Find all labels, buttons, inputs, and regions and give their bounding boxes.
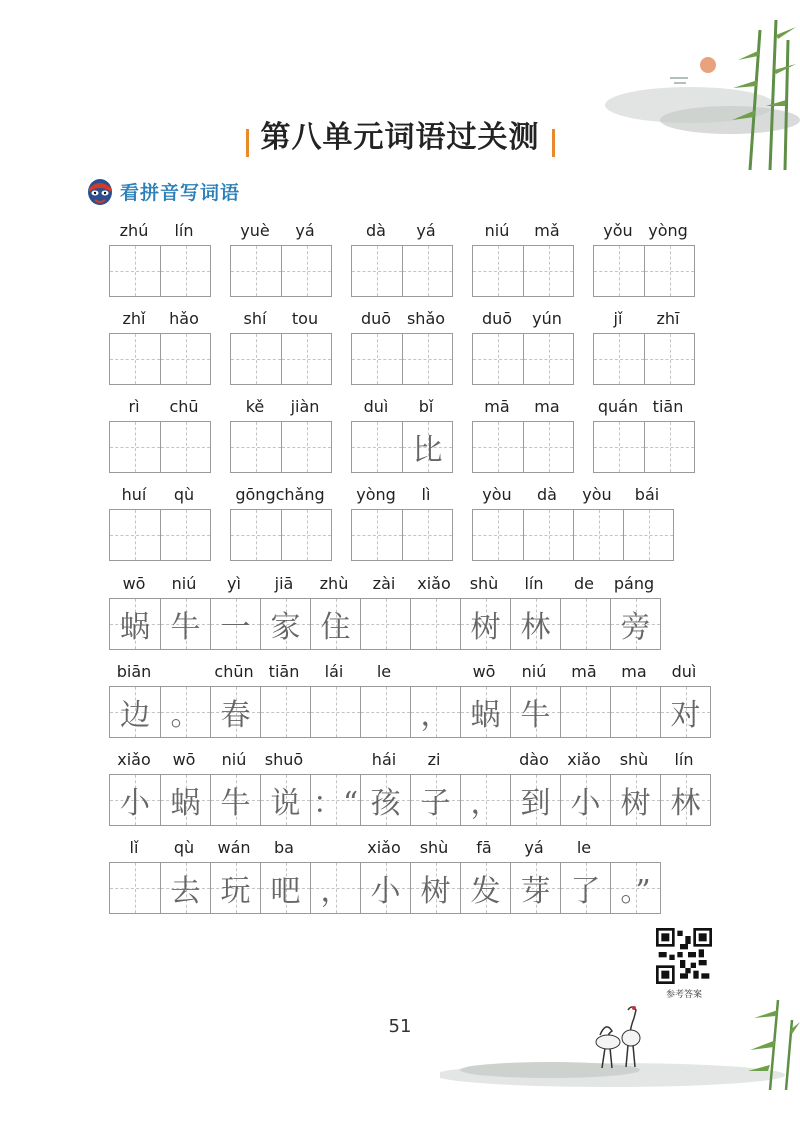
writing-cell[interactable] (160, 775, 210, 825)
pinyin-label: mǎ (534, 221, 560, 240)
writing-cell[interactable] (594, 422, 644, 472)
pinyin-label: ma (621, 662, 647, 681)
pinyin-label: zài (372, 574, 396, 593)
cell-char: 孩 (370, 786, 401, 821)
qr-label: 参考答案 (665, 990, 702, 1000)
writing-cell[interactable] (281, 510, 331, 560)
pinyin-label: niú (484, 221, 510, 240)
pinyin-label: zhǐ (122, 309, 146, 328)
pinyin-label: lì (421, 485, 431, 504)
word-box (472, 245, 574, 297)
cell-char: 去 (170, 874, 201, 909)
pinyin-label: wō (172, 750, 196, 769)
pinyin-label: dà (537, 485, 557, 504)
writing-cell[interactable] (110, 422, 160, 472)
writing-cell[interactable] (410, 687, 460, 737)
pinyin-label: shí (243, 309, 267, 328)
writing-cell[interactable] (210, 599, 260, 649)
writing-cell[interactable] (560, 599, 610, 649)
cell-char: 了 (570, 874, 601, 909)
pinyin-label: qù (173, 838, 195, 857)
writing-cell[interactable] (110, 863, 160, 913)
pinyin-label: niú (521, 662, 547, 681)
word-box (593, 421, 695, 473)
writing-cell[interactable] (210, 775, 260, 825)
writing-cell[interactable] (231, 510, 281, 560)
writing-cell[interactable] (160, 510, 210, 560)
pinyin-label: yòng (648, 221, 688, 240)
pinyin-label: jiā (274, 574, 294, 593)
pinyin-label: zhú (119, 221, 149, 240)
pinyin-label: yún (532, 309, 562, 328)
pinyin-label: xiǎo (367, 838, 401, 857)
writing-cell[interactable] (610, 687, 660, 737)
writing-cell[interactable] (310, 687, 360, 737)
cell-char: 玩 (220, 874, 251, 909)
pinyin-label: yá (295, 221, 315, 240)
writing-cell[interactable] (352, 510, 402, 560)
page-title-wrapper (0, 112, 800, 157)
pinyin-label: wō (472, 662, 496, 681)
pinyin-label: gōngchǎng (235, 485, 325, 504)
pinyin-label: dào (519, 750, 549, 769)
word-box (109, 333, 211, 385)
writing-cell[interactable] (510, 775, 560, 825)
cell-char: 。 (170, 698, 201, 733)
pinyin-label: de (574, 574, 594, 593)
pinyin-label: mā (484, 397, 510, 416)
pinyin-label: zhù (319, 574, 349, 593)
writing-cell[interactable] (281, 334, 331, 384)
pinyin-label: tiān (268, 662, 300, 681)
cell-char: ， (320, 874, 351, 909)
pinyin-label: yòu (582, 485, 612, 504)
opera-mask-icon (86, 176, 114, 206)
writing-cell[interactable] (281, 246, 331, 296)
word-box (351, 509, 453, 561)
writing-cell[interactable] (623, 510, 673, 560)
section-label: 看拼音写词语 (120, 181, 241, 204)
pinyin-label: jǐ (613, 309, 623, 328)
writing-cell[interactable] (310, 775, 360, 825)
writing-cell[interactable] (231, 422, 281, 472)
cell-char: 小 (370, 874, 401, 909)
pinyin-label: duō (481, 309, 513, 328)
cell-char: 比 (412, 433, 443, 468)
cell-char: 牛 (170, 610, 201, 645)
cell-char: 林 (670, 786, 701, 821)
writing-cell[interactable] (160, 863, 210, 913)
writing-cell[interactable] (573, 510, 623, 560)
writing-cell[interactable] (473, 334, 523, 384)
cell-char: 牛 (520, 698, 551, 733)
writing-cell[interactable] (460, 599, 510, 649)
word-box (351, 245, 453, 297)
cell-char: 林 (520, 610, 551, 645)
pinyin-label: wán (217, 838, 251, 857)
passage-line-grid (109, 774, 711, 826)
title-right-bar (552, 129, 555, 157)
writing-cell[interactable] (510, 687, 560, 737)
pinyin-label: biān (116, 662, 152, 681)
pinyin-label: kě (245, 397, 265, 416)
cell-char: 发 (470, 874, 501, 909)
pinyin-label: zhī (656, 309, 680, 328)
writing-cell[interactable] (473, 510, 523, 560)
writing-cell[interactable] (110, 510, 160, 560)
word-box (351, 421, 453, 473)
writing-cell[interactable] (352, 334, 402, 384)
writing-cell[interactable] (610, 775, 660, 825)
pinyin-label: xiǎo (117, 750, 151, 769)
writing-cell[interactable] (110, 599, 160, 649)
writing-cell[interactable] (231, 334, 281, 384)
writing-cell[interactable] (660, 775, 710, 825)
writing-cell[interactable] (523, 246, 573, 296)
writing-cell[interactable] (402, 334, 452, 384)
word-box (593, 245, 695, 297)
word-box (472, 509, 674, 561)
cell-char: 蜗 (120, 610, 150, 645)
writing-cell[interactable] (410, 599, 460, 649)
writing-cell[interactable] (460, 775, 510, 825)
writing-cell[interactable] (160, 687, 210, 737)
cell-char: 牛 (220, 786, 251, 821)
pinyin-label: duì (671, 662, 697, 681)
cell-char: 家 (270, 610, 301, 645)
word-box (472, 333, 574, 385)
pinyin-label: le (576, 838, 592, 857)
pinyin-label: xiǎo (567, 750, 601, 769)
writing-cell[interactable] (160, 599, 210, 649)
pinyin-label: yá (524, 838, 544, 857)
cell-char: ：“ (312, 786, 359, 821)
pinyin-label: lín (674, 750, 694, 769)
passage-line-grid (109, 686, 711, 738)
cell-char: 住 (320, 610, 351, 645)
pinyin-label: yòng (356, 485, 396, 504)
pinyin-label: bǐ (418, 397, 434, 416)
title-left-bar (246, 129, 249, 157)
writing-cell[interactable] (510, 863, 560, 913)
word-box (109, 421, 211, 473)
writing-cell[interactable] (523, 510, 573, 560)
writing-cell[interactable] (352, 246, 402, 296)
cell-char: ， (470, 786, 501, 821)
writing-cell[interactable] (523, 334, 573, 384)
writing-cell[interactable] (402, 422, 452, 472)
crane-landscape-decoration (440, 990, 800, 1090)
writing-cell[interactable] (610, 599, 660, 649)
word-box (109, 509, 211, 561)
pinyin-label: jiàn (290, 397, 320, 416)
writing-cell[interactable] (281, 422, 331, 472)
pinyin-label: hǎo (169, 309, 199, 328)
writing-cell[interactable] (110, 334, 160, 384)
cell-char: 蜗 (170, 786, 201, 821)
pinyin-label: shù (419, 838, 449, 857)
pinyin-label: mā (571, 662, 597, 681)
writing-cell[interactable] (460, 863, 510, 913)
pinyin-label: shuō (264, 750, 304, 769)
word-box (230, 421, 332, 473)
pinyin-label: lǐ (129, 838, 139, 857)
word-box (230, 509, 332, 561)
cell-char: 芽 (520, 874, 551, 909)
cell-char: ， (420, 698, 451, 733)
cell-char: 树 (620, 786, 651, 821)
pinyin-label: bái (634, 485, 660, 504)
writing-cell[interactable] (594, 334, 644, 384)
writing-cell[interactable] (360, 863, 410, 913)
pinyin-label: zi (427, 750, 441, 769)
writing-cell[interactable] (473, 246, 523, 296)
cell-char: 蜗 (470, 698, 501, 733)
word-box (472, 421, 574, 473)
pinyin-label: shǎo (406, 309, 446, 328)
cell-char: 一 (220, 610, 251, 645)
writing-cell[interactable] (210, 687, 260, 737)
passage-line-grid (109, 862, 661, 914)
writing-cell[interactable] (594, 246, 644, 296)
pinyin-label: niú (221, 750, 247, 769)
cell-char: 树 (470, 610, 501, 645)
pinyin-label: hái (371, 750, 397, 769)
pinyin-label: yá (416, 221, 436, 240)
pinyin-label: yì (227, 574, 241, 593)
writing-cell[interactable] (360, 599, 410, 649)
pinyin-label: qù (173, 485, 195, 504)
writing-cell[interactable] (560, 863, 610, 913)
page-title: 第八单元词语过关测 (260, 120, 540, 155)
cell-char: 说 (270, 786, 301, 821)
pinyin-label: niú (171, 574, 197, 593)
writing-cell[interactable] (260, 775, 310, 825)
writing-cell[interactable] (260, 599, 310, 649)
writing-cell[interactable] (660, 687, 710, 737)
writing-cell[interactable] (110, 775, 160, 825)
pinyin-label: xiǎo (417, 574, 451, 593)
passage-line-grid (109, 598, 661, 650)
cell-char: 树 (420, 874, 451, 909)
writing-cell[interactable] (410, 863, 460, 913)
writing-cell[interactable] (473, 422, 523, 472)
cell-char: 边 (120, 698, 150, 733)
cell-char: 到 (520, 786, 551, 821)
word-box (351, 333, 453, 385)
writing-cell[interactable] (310, 863, 360, 913)
word-box (109, 245, 211, 297)
pinyin-label: quán (597, 397, 639, 416)
pinyin-label: tiān (652, 397, 684, 416)
word-box (593, 333, 695, 385)
writing-cell[interactable] (110, 687, 160, 737)
pinyin-label: le (376, 662, 392, 681)
pinyin-label: ba (274, 838, 294, 857)
pinyin-label: duì (363, 397, 389, 416)
cell-char: 子 (420, 786, 451, 821)
writing-cell[interactable] (360, 687, 410, 737)
pinyin-label: chū (169, 397, 199, 416)
writing-cell[interactable] (560, 687, 610, 737)
writing-cell[interactable] (260, 863, 310, 913)
pinyin-label: yuè (240, 221, 270, 240)
pinyin-label: shù (469, 574, 499, 593)
writing-cell[interactable] (610, 863, 660, 913)
writing-cell[interactable] (644, 246, 694, 296)
writing-cell[interactable] (523, 422, 573, 472)
pinyin-label: rì (128, 397, 140, 416)
writing-cell[interactable] (110, 246, 160, 296)
writing-cell[interactable] (402, 510, 452, 560)
pinyin-label: chūn (214, 662, 254, 681)
writing-cell[interactable] (160, 246, 210, 296)
cell-char: 。” (620, 874, 651, 909)
pinyin-label: tou (291, 309, 319, 328)
cell-char: 吧 (270, 874, 301, 909)
writing-cell[interactable] (352, 422, 402, 472)
cell-char: 小 (570, 786, 601, 821)
pinyin-label: shù (619, 750, 649, 769)
writing-cell[interactable] (510, 599, 560, 649)
pinyin-label: lái (324, 662, 344, 681)
pinyin-label: dà (366, 221, 386, 240)
writing-cell[interactable] (160, 334, 210, 384)
page-number: 51 (388, 1016, 412, 1037)
word-box (230, 245, 332, 297)
pinyin-label: ma (534, 397, 560, 416)
cell-char: 春 (220, 698, 251, 733)
pinyin-label: duō (360, 309, 392, 328)
writing-cell[interactable] (560, 775, 610, 825)
word-box (230, 333, 332, 385)
writing-cell[interactable] (210, 863, 260, 913)
qr-code-image[interactable] (656, 928, 712, 984)
writing-cell[interactable] (410, 775, 460, 825)
pinyin-label: páng (613, 574, 655, 593)
pinyin-label: yòu (482, 485, 512, 504)
pinyin-label: lín (174, 221, 194, 240)
pinyin-label: huí (121, 485, 147, 504)
writing-cell[interactable] (460, 687, 510, 737)
writing-cell[interactable] (231, 246, 281, 296)
writing-cell[interactable] (310, 599, 360, 649)
writing-cell[interactable] (644, 334, 694, 384)
writing-cell[interactable] (402, 246, 452, 296)
cell-char: 小 (120, 786, 150, 821)
writing-cell[interactable] (160, 422, 210, 472)
writing-cell[interactable] (360, 775, 410, 825)
cell-char: 旁 (620, 610, 651, 645)
pinyin-label: lín (524, 574, 544, 593)
writing-cell[interactable] (260, 687, 310, 737)
pinyin-label: fā (476, 838, 492, 857)
pinyin-label: yǒu (603, 221, 633, 240)
cell-char: 对 (670, 698, 701, 733)
writing-cell[interactable] (644, 422, 694, 472)
section-header (86, 175, 240, 207)
pinyin-label: wō (122, 574, 146, 593)
